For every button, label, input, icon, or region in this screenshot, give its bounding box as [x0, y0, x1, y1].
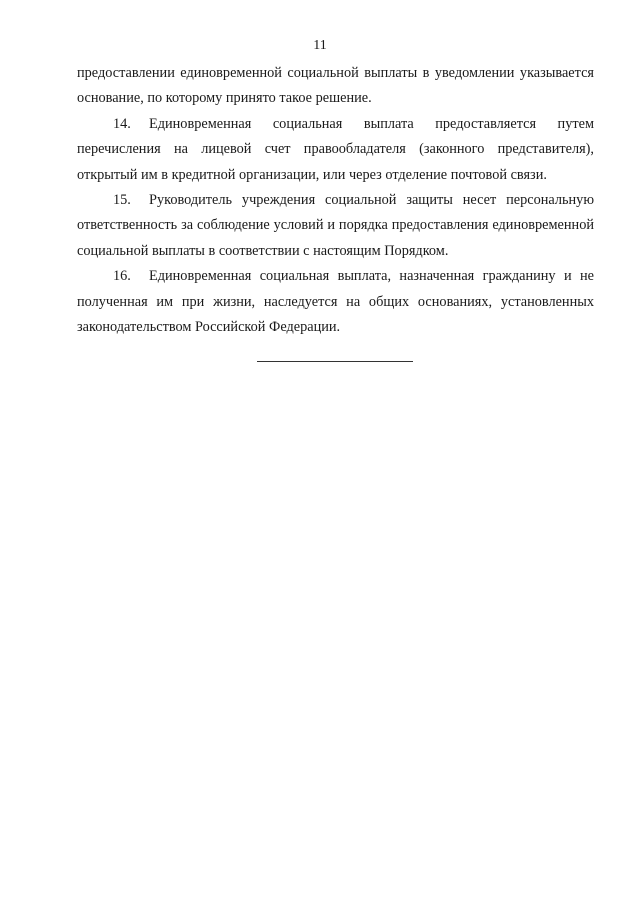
paragraph-15	[77, 188, 594, 264]
paragraph-number: 15.	[113, 192, 131, 209]
paragraph-text: Единовременная социальная выплата предоставляется путем перечисления на лицевой счет правообладателя (законного представителя), открытый им в кредитной организации, или через отделение почтовой связи.	[77, 115, 594, 183]
paragraph-number: 16.	[113, 268, 131, 285]
paragraph-continuation	[77, 61, 594, 112]
page-number: 11	[313, 38, 327, 53]
paragraph-text: Руководитель учреждения социальной защиты несет персональную ответственность за соблюдение условий и порядка предоставления единовременной социальной выплаты в соответствии с настоящим Порядком.	[77, 192, 594, 259]
paragraph-number: 14.	[113, 115, 131, 132]
paragraph-16	[77, 264, 594, 340]
paragraph-text: предоставлении единовременной социальной выплаты в уведомлении указывается основание, по которому принято такое решение.	[77, 65, 594, 107]
end-of-document-line	[257, 361, 413, 362]
paragraph-text: Единовременная социальная выплата, назначенная гражданину и не полученная им при жизни, наследуется на общих основаниях, установленных законодательством Российской Федерации.	[77, 268, 594, 336]
document-body	[77, 61, 594, 340]
paragraph-14	[77, 112, 594, 188]
